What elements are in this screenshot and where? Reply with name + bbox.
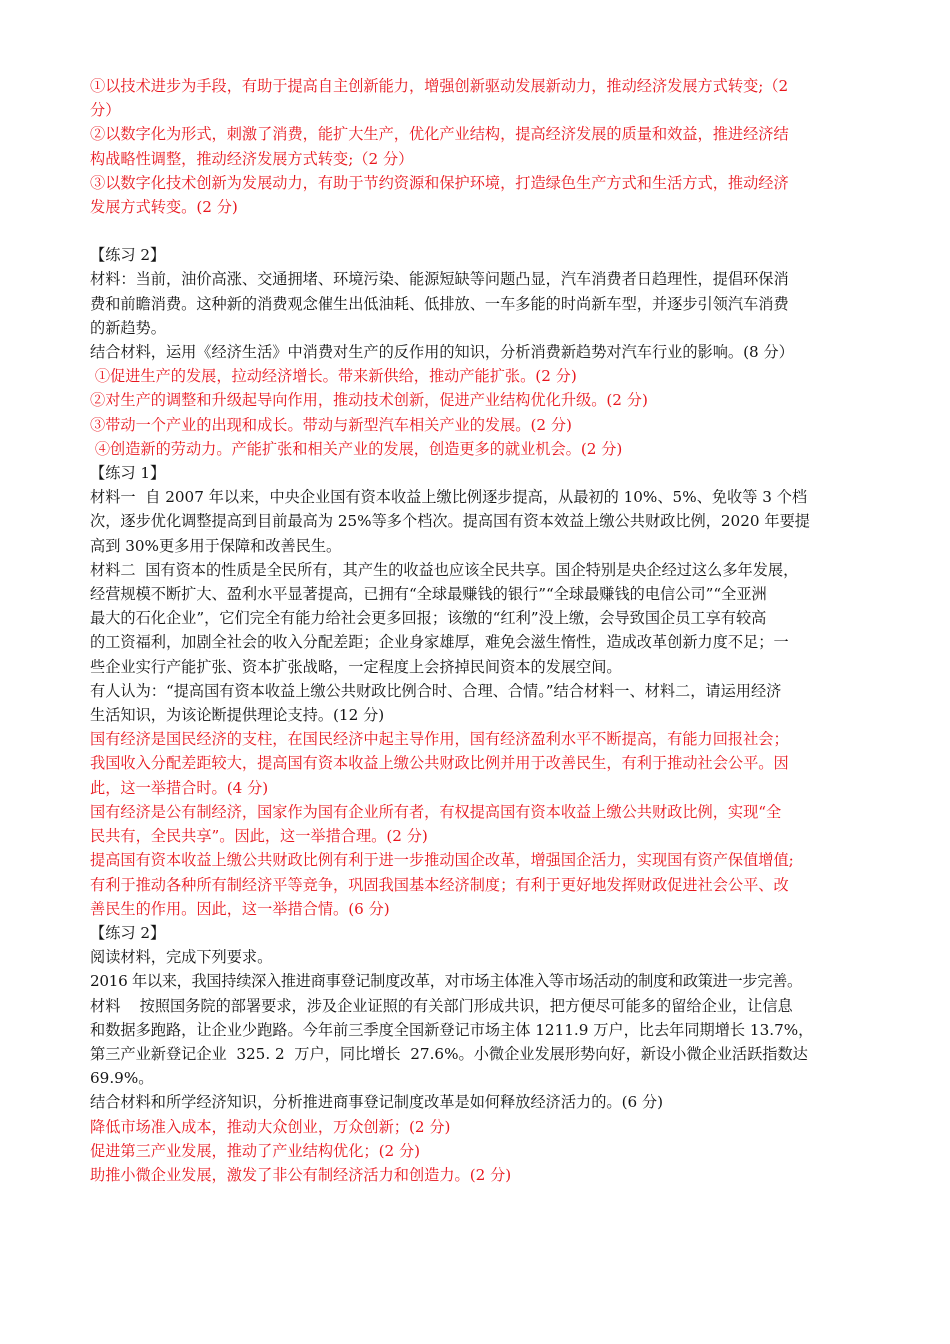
spacer xyxy=(90,219,868,243)
material-line: 些企业实行产能扩张、资本扩张战略，一定程度上会挤掉民间资本的发展空间。 xyxy=(90,657,622,676)
section1-answers xyxy=(90,74,868,219)
material-line: 材料 按照国务院的部署要求，涉及企业证照的有关部门形成共识，把方便尽可能多的留给企业，让信息 xyxy=(90,996,793,1015)
material-line: 次，逐步优化调整提高到目前最高为 25%等多个档次。提高国有资本效益上缴公共财政比例，2020 年要提 xyxy=(90,512,810,531)
question-line: 结合材料，运用《经济生活》中消费对生产的反作用的知识，分析消费新趋势对汽车行业的影响。(8 分） xyxy=(90,343,794,362)
section-heading: 【练习 2】 xyxy=(90,246,166,265)
practice2b-section xyxy=(90,921,868,1187)
answer-line: 分） xyxy=(90,101,121,120)
material-line: 材料二 国有资本的性质是全民所有，其产生的收益也应该全民共享。国企特别是央企经过这么多年发展， xyxy=(90,560,799,579)
question-line: 生活知识，为该论断提供理论支持。(12 分) xyxy=(90,706,385,725)
material-line: 材料一 自 2007 年以来，中央企业国有资本收益上缴比例逐步提高，从最初的 10%、5%、免收等 3 个档 xyxy=(90,488,808,507)
answer-line: 促进第三产业发展，推动了产业结构优化；(2 分) xyxy=(90,1141,421,1160)
answer-line: ①以技术进步为手段，有助于提高自主创新能力，增强创新驱动发展新动力，推动经济发展方式转变;（2 xyxy=(90,77,789,95)
answer-line: 降低市场准入成本，推动大众创业，万众创新；(2 分) xyxy=(90,1117,451,1136)
material-line: 的新趋势。 xyxy=(90,318,166,337)
document-content xyxy=(90,74,868,1187)
section-heading: 【练习 2】 xyxy=(90,923,166,942)
answer-line: 发展方式转变。(2 分) xyxy=(90,198,238,217)
material-line: 的工资福利，加剧全社会的收入分配差距；企业身家雄厚，难免会滋生惰性，造成改革创新力度不足；一 xyxy=(90,633,789,652)
answer-line: 此，这一举措合时。(4 分) xyxy=(90,778,269,797)
answer-line: 国有经济是公有制经济，国家作为国有企业所有者，有权提高国有资本收益上缴公共财政比例，实现“全 xyxy=(90,802,782,821)
answer-line: 构战略性调整，推动经济发展方式转变;（2 分） xyxy=(90,149,414,168)
material-line: 阅读材料，完成下列要求。 xyxy=(90,948,273,967)
answer-line: 善民生的作用。因此，这一举措合情。(6 分) xyxy=(90,899,390,918)
material-line: 第三产业新登记企业 325. 2 万户，同比增长 27.6%。小微企业发展形势向好，新设小微企业活跃指数达 xyxy=(90,1044,808,1063)
answer-line: ③带动一个产业的出现和成长。带动与新型汽车相关产业的发展。(2 分) xyxy=(90,415,572,434)
question-line: 结合材料和所学经济知识，分析推进商事登记制度改革是如何释放经济活力的。(6 分) xyxy=(90,1093,664,1112)
answer-line: 我国收入分配差距较大，提高国有资本收益上缴公共财政比例并用于改善民生，有利于推动社会公平。因 xyxy=(90,754,789,773)
material-line: 和数据多跑路，让企业少跑路。今年前三季度全国新登记市场主体 1211.9 万户，比去年同期增长 13.7%， xyxy=(90,1020,814,1039)
answer-line: ④创造新的劳动力。产能扩张和相关产业的发展，创造更多的就业机会。(2 分) xyxy=(90,439,623,458)
answer-line: ③以数字化技术创新为发展动力，有助于节约资源和保护环境，打造绿色生产方式和生活方式，推动经济 xyxy=(90,173,789,192)
practice1-section xyxy=(90,461,868,921)
answer-line: 助推小微企业发展，激发了非公有制经济活力和创造力。(2 分) xyxy=(90,1165,512,1184)
answer-line: ②以数字化为形式，刺激了消费，能扩大生产，优化产业结构，提高经济发展的质量和效益，推进经济结 xyxy=(90,125,789,144)
practice2a-section xyxy=(90,243,868,461)
material-line: 69.9%。 xyxy=(90,1069,154,1088)
material-line: 经营规模不断扩大、盈利水平显著提高，已拥有“全球最赚钱的银行”“全球最赚钱的电信公司”“全亚洲 xyxy=(90,585,767,604)
answer-line: 有利于推动各种所有制经济平等竞争，巩固我国基本经济制度；有利于更好地发挥财政促进社会公平、改 xyxy=(90,875,789,894)
answer-line: ①促进生产的发展，拉动经济增长。带来新供给，推动产能扩张。(2 分) xyxy=(90,367,577,386)
section-heading: 【练习 1】 xyxy=(90,464,166,483)
question-line: 有人认为：“提高国有资本收益上缴公共财政比例合时、合理、合情。”结合材料一、材料二，请运用经济 xyxy=(90,681,782,700)
material-line: 材料：当前，油价高涨、交通拥堵、环境污染、能源短缺等问题凸显，汽车消费者日趋理性，提倡环保消 xyxy=(90,270,789,289)
answer-line: ②对生产的调整和升级起导向作用，推动技术创新，促进产业结构优化升级。(2 分) xyxy=(90,391,648,410)
answer-line: 民共有，全民共享”。因此，这一举措合理。(2 分) xyxy=(90,827,428,846)
answer-line: 国有经济是国民经济的支柱，在国民经济中起主导作用，国有经济盈利水平不断提高，有能力回报社会； xyxy=(90,730,789,749)
material-line: 最大的石化企业”，它们完全有能力给社会更多回报；该缴的“红利”没上缴，会导致国企员工享有较高 xyxy=(90,609,767,628)
material-line: 2016 年以来，我国持续深入推进商事登记制度改革，对市场主体准入等市场活动的制度和政策进一步完善。 xyxy=(90,972,802,991)
material-line: 费和前瞻消费。这种新的消费观念催生出低油耗、低排放、一车多能的时尚新车型，并逐步引领汽车消费 xyxy=(90,294,789,313)
material-line: 高到 30%更多用于保障和改善民生。 xyxy=(90,536,342,555)
answer-line: 提高国有资本收益上缴公共财政比例有利于进一步推动国企改革，增强国企活力，实现国有资产保值增值; xyxy=(90,851,794,870)
